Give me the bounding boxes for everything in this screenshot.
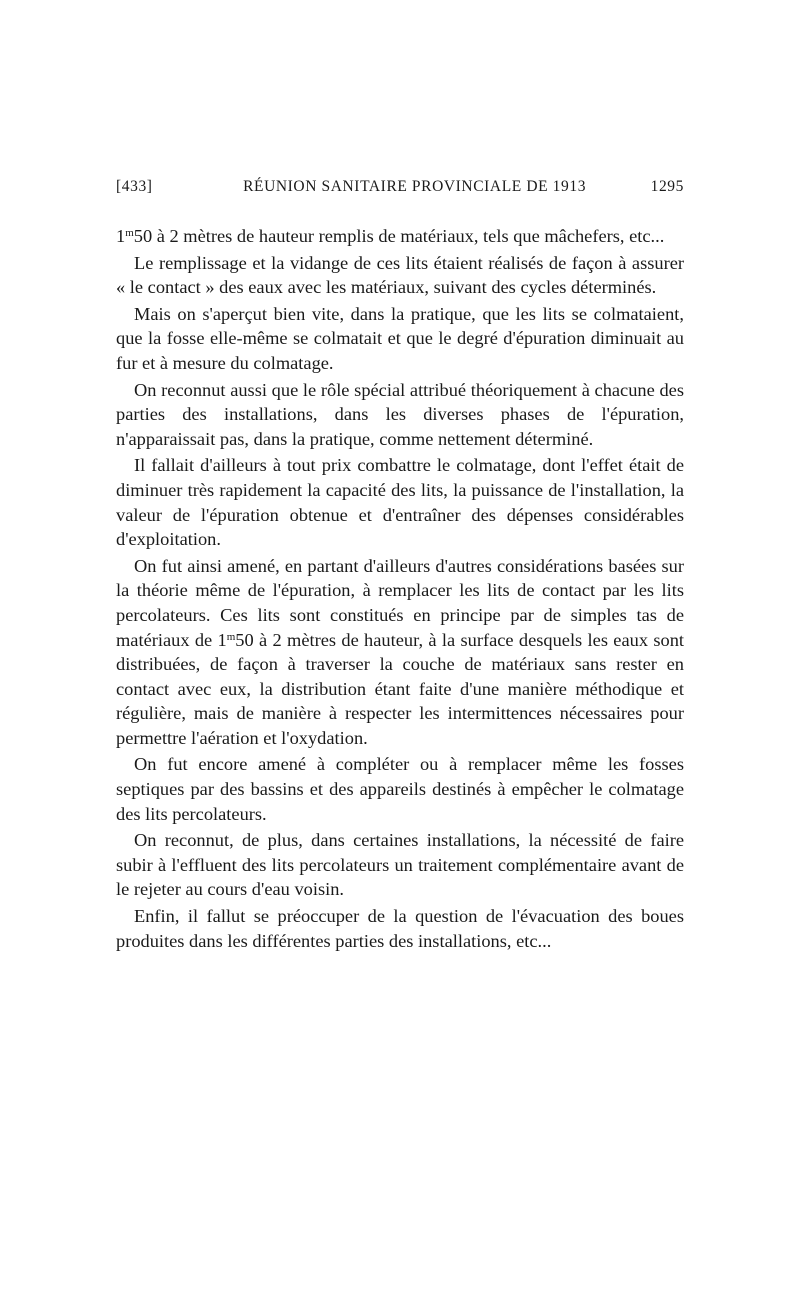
- page-number: 1295: [650, 178, 684, 195]
- header-title: RÉUNION SANITAIRE PROVINCIALE DE 1913: [243, 178, 587, 195]
- running-header: [116, 178, 684, 208]
- paragraph-6: On fut ainsi amené, en partant d'ailleurs d'autres considérations basées sur la théorie même de l'épuration, à remplacer les lits de contact par les lits percolateurs. Ces lits sont constitués en principe par de simples tas de matériaux de 1$^m$50 à 2 mètres de hauteur, à la surface desquels les eaux sont distribuées, de façon à traverser la couche de matériaux sans rester en contact avec eux, la distribution étant faite d'une manière méthodique et régulière, mais de manière à respecter les intermittences nécessaires pour permettre l'aération et l'oxydation.: [116, 555, 684, 748]
- paragraph-7: On fut encore amené à compléter ou à remplacer même les fosses septiques par des bassins et des appareils destinés à empêcher le colmatage des lits percolateurs.: [116, 754, 684, 824]
- paragraph-5: Il fallait d'ailleurs à tout prix combattre le colmatage, dont l'effet était de diminuer très rapidement la capacité des lits, la puissance de l'installation, la valeur de l'épuration obtenue et d'entraîner des dépenses considérables d'exploitation.: [116, 455, 684, 550]
- book-page: [116, 178, 684, 953]
- paragraph-3: Mais on s'aperçut bien vite, dans la pratique, que les lits se colmataient, que la fosse elle-même se colmatait et que le degré d'épuration diminuait au fur et à mesure du colmatage.: [116, 303, 684, 373]
- paragraph-9: Enfin, il fallut se préoccuper de la question de l'évacuation des boues produites dans les différentes parties des installations, etc...: [116, 906, 684, 951]
- paragraph-8: On reconnut, de plus, dans certaines installations, la nécessité de faire subir à l'effluent des lits percolateurs un traitement complémentaire avant de le rejeter au cours d'eau voisin.: [116, 830, 684, 900]
- header-left-mark: [433]: [116, 178, 153, 195]
- paragraph-1: 1$^m$50 à 2 mètres de hauteur remplis de matériaux, tels que mâchefers, etc...: [116, 226, 665, 246]
- paragraph-2: Le remplissage et la vidange de ces lits étaient réalisés de façon à assurer « le contact » des eaux avec les matériaux, suivant des cycles déterminés.: [116, 252, 684, 298]
- paragraph-4: On reconnut aussi que le rôle spécial attribué théoriquement à chacune des parties des installations, dans les diverses phases de l'épuration, n'apparaissait pas, dans la pratique, comme nettement déterminé.: [116, 379, 684, 449]
- body-text: [116, 224, 684, 953]
